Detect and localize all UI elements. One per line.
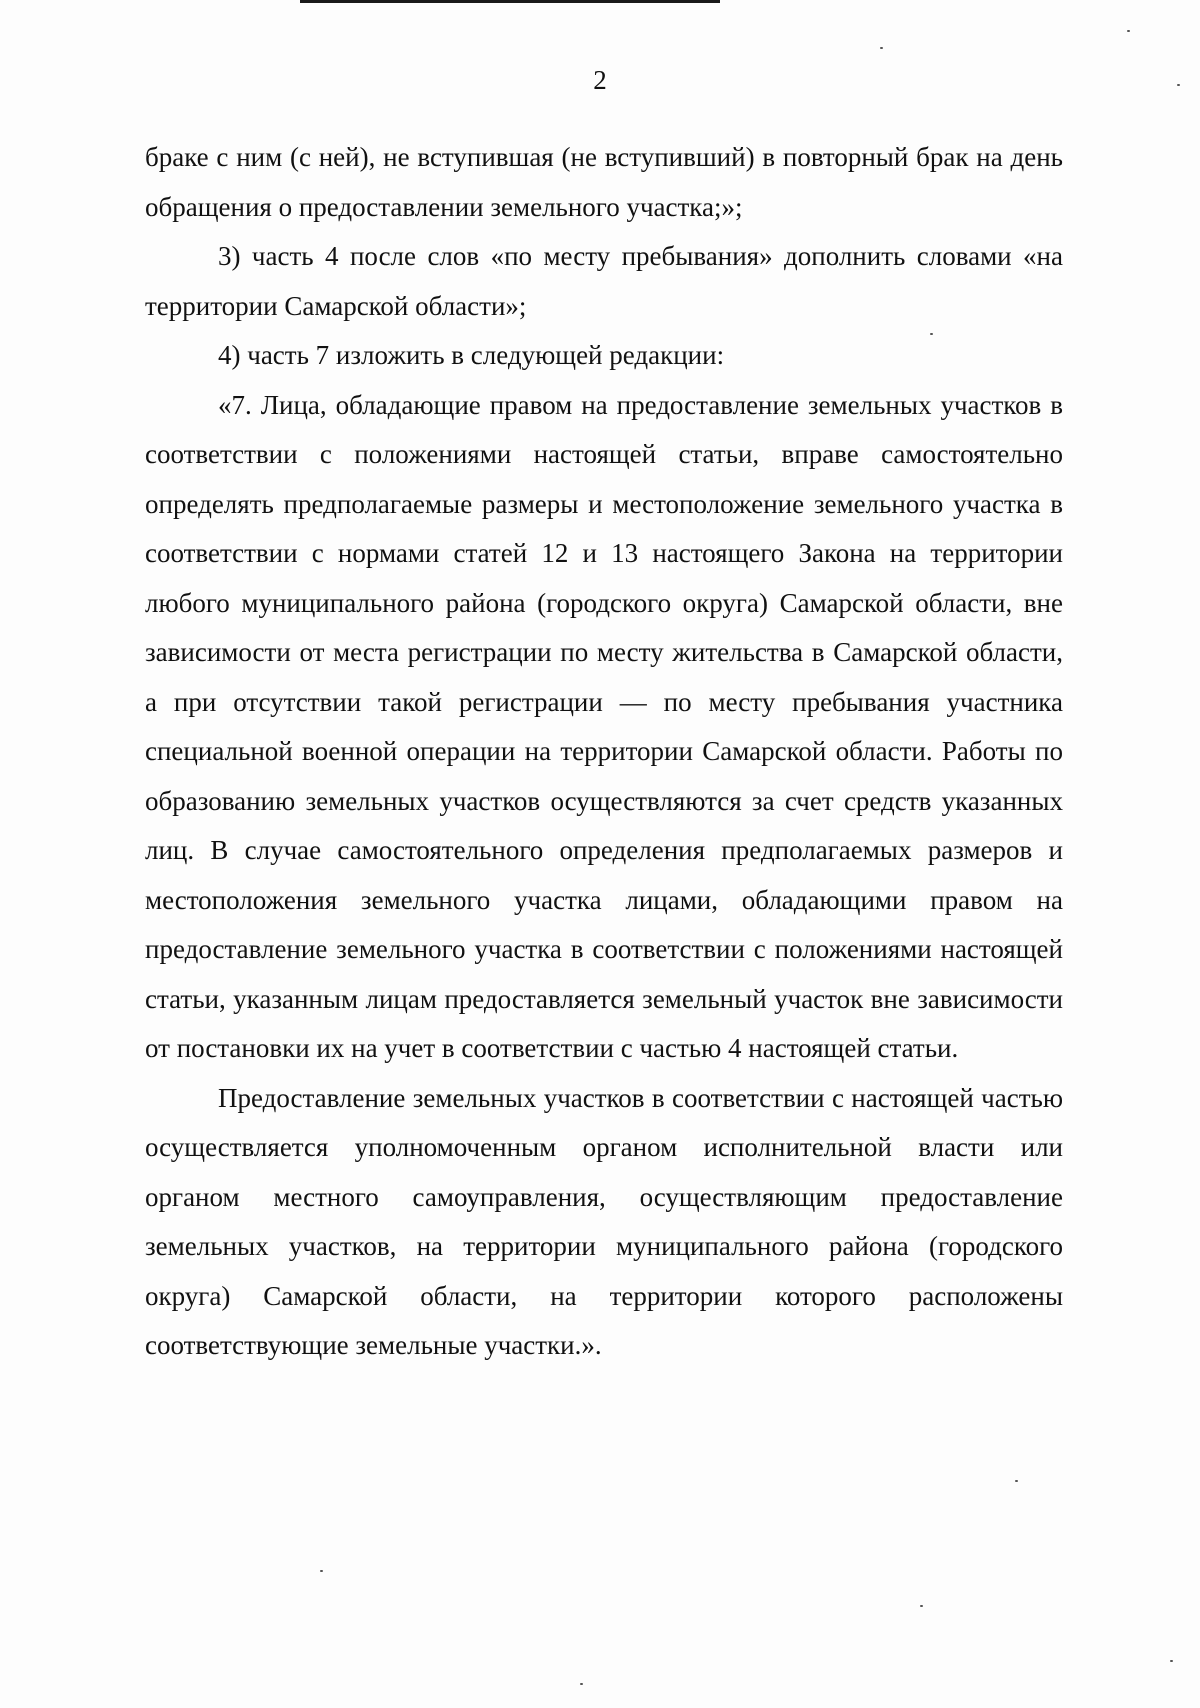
scan-speck bbox=[1170, 1660, 1173, 1662]
page-number: 2 bbox=[593, 65, 607, 95]
top-edge-rule bbox=[300, 0, 720, 3]
paragraph-provision: Предоставление земельных участков в соответствии с настоящей частью осуществляется уполномоченным органом исполнительной власти или органом местного самоуправления, осуществляющим предоставление земельных участков, на территории муниципального района (городского округа) Самарской области, на территории которого расположены соответствующие земельные участки.». bbox=[145, 1082, 1063, 1360]
scan-speck bbox=[1177, 84, 1180, 86]
scan-speck bbox=[580, 1683, 583, 1685]
scan-speck bbox=[930, 333, 933, 335]
scan-speck bbox=[1015, 1480, 1018, 1482]
scan-speck bbox=[880, 47, 883, 49]
paragraph-continuation: браке с ним (с ней), не вступившая (не вступивший) в повторный брак на день обращения о предоставлении земельного участка;»; bbox=[145, 142, 1063, 222]
scan-speck bbox=[1127, 30, 1130, 32]
scan-speck bbox=[320, 1570, 323, 1572]
paragraph-item-3: 3) часть 4 после слов «по месту пребывания» дополнить словами «на территории Самарской области»; bbox=[145, 241, 1063, 321]
document-body bbox=[145, 133, 1063, 1371]
scan-speck bbox=[920, 1605, 923, 1607]
paragraph-part-7: «7. Лица, обладающие правом на предоставление земельных участков в соответствии с положениями настоящей статьи, вправе самостоятельно определять предполагаемые размеры и местоположение земельного участка в соответствии с нормами статей 12 и 13 настоящего Закона на территории любого муниципального района (городского округа) Самарской области, вне зависимости от места регистрации по месту жительства в Самарской области, а при отсутствии такой регистрации — по месту пребывания участника специальной военной операции на территории Самарской области. Работы по образованию земельных участков осуществляются за счет средств указанных лиц. В случае самостоятельного определения предполагаемых размеров и местоположения земельного участка лицами, обладающими правом на предоставление земельного участка в соответствии с положениями настоящей статьи, указанным лицам предоставляется земельный участок вне зависимости от постановки их на учет в соответствии с частью 4 настоящей статьи. bbox=[145, 389, 1063, 1063]
paragraph-item-4: 4) часть 7 изложить в следующей редакции: bbox=[218, 340, 725, 370]
